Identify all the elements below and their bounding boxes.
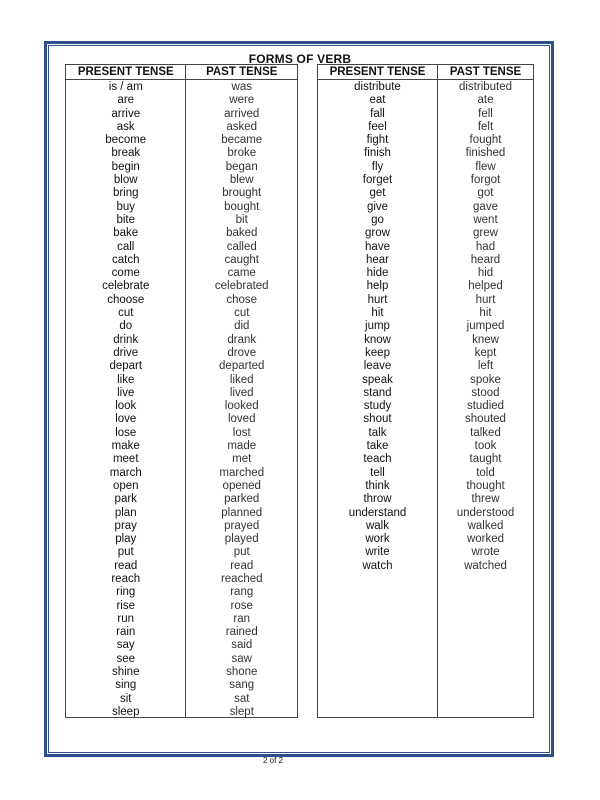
present-tense-cell: cut: [118, 307, 134, 320]
present-tense-cell: hide: [366, 267, 389, 280]
present-tense-column: [66, 65, 185, 717]
present-tense-cell: grow: [365, 227, 390, 240]
past-tense-cell: jumped: [466, 320, 505, 333]
present-tense-cell: park: [114, 493, 137, 506]
past-tense-cell: caught: [224, 253, 259, 266]
present-tense-cell: hurt: [367, 293, 388, 306]
present-tense-cell: leave: [363, 360, 392, 373]
present-tense-cell: forget: [362, 174, 393, 187]
present-tense-cell: fly: [371, 160, 384, 173]
past-tense-cell: drank: [227, 333, 257, 346]
present-tense-cell: give: [366, 200, 389, 213]
present-tense-cell: fight: [366, 134, 389, 147]
past-tense-cell: loved: [227, 413, 256, 426]
past-tense-cell: ate: [477, 94, 494, 107]
present-tense-cell: distribute: [354, 81, 401, 93]
past-tense-cell: worked: [466, 533, 505, 546]
present-tense-cell: put: [117, 546, 134, 559]
past-tense-cell: talked: [470, 426, 501, 439]
past-tense-cell: broke: [227, 147, 257, 160]
past-tense-cell: bit: [235, 213, 248, 226]
present-tense-cell: arrive: [111, 107, 141, 120]
past-tense-cell: felt: [477, 120, 494, 133]
past-tense-header: PAST TENSE: [186, 65, 297, 80]
past-tense-cell: drove: [227, 346, 257, 359]
past-tense-cell: watched: [464, 559, 507, 572]
past-tense-cell: shouted: [465, 413, 506, 426]
present-tense-cell: help: [366, 280, 389, 293]
present-tense-cell: ring: [116, 586, 136, 599]
present-tense-cell: come: [111, 267, 140, 280]
present-tense-cell: call: [117, 240, 135, 253]
past-tense-cell: baked: [226, 227, 258, 240]
present-tense-cell: reach: [111, 572, 141, 585]
present-tense-cell: celebrate: [102, 280, 150, 293]
present-tense-cell: write: [365, 546, 390, 559]
past-tense-cell: rained: [225, 626, 258, 639]
past-tense-cell: went: [473, 213, 498, 226]
present-tense-cell: hear: [365, 253, 390, 266]
past-tense-cell: distributed: [458, 81, 513, 93]
past-tense-cell: finished: [465, 147, 506, 160]
past-tense-cell: shone: [226, 666, 258, 679]
past-tense-cell: liked: [229, 373, 254, 386]
page-number: 2 of 2: [262, 756, 283, 765]
past-tense-cell: played: [224, 533, 259, 546]
present-tense-cell: drink: [113, 333, 139, 346]
present-tense-cell: bite: [116, 213, 136, 226]
present-tense-cell: talk: [368, 426, 387, 439]
past-tense-column: [185, 65, 297, 717]
present-tense-cell: buy: [116, 200, 136, 213]
present-tense-cell: begin: [111, 160, 140, 173]
present-tense-cell: shine: [111, 666, 140, 679]
present-tense-cell: plan: [114, 506, 137, 519]
past-tense-cell: looked: [224, 400, 259, 413]
past-tense-cell: met: [232, 453, 252, 466]
past-tense-cell: marched: [219, 466, 265, 479]
present-tense-cell: speak: [362, 373, 393, 386]
past-tense-cell: kept: [474, 346, 497, 359]
past-tense-cell: parked: [224, 493, 260, 506]
past-tense-cell: forgot: [470, 174, 501, 187]
past-tense-cell: bought: [224, 200, 260, 213]
present-tense-cell: play: [115, 533, 137, 546]
past-tense-cell: cut: [234, 307, 250, 320]
past-tense-cell: gave: [473, 200, 498, 213]
past-tense-cell: rang: [230, 586, 254, 599]
present-tense-cell: watch: [362, 559, 393, 572]
past-tense-cell: called: [226, 240, 257, 253]
past-tense-cell: ran: [233, 612, 251, 625]
past-tense-cell: did: [234, 320, 250, 333]
present-tense-cell: meet: [112, 453, 139, 466]
present-tense-cell: blow: [113, 174, 138, 187]
present-tense-cell: bring: [112, 187, 139, 200]
present-tense-column: [318, 65, 437, 717]
present-tense-cell: get: [369, 187, 386, 200]
past-tense-cell: spoke: [470, 373, 501, 386]
present-tense-cell: hit: [371, 307, 384, 320]
past-tense-cell: read: [230, 559, 254, 572]
past-tense-cell: began: [225, 160, 258, 173]
present-tense-cell: become: [105, 134, 147, 147]
past-tense-cell: asked: [226, 120, 258, 133]
page-title: FORMS OF VERB: [248, 52, 352, 66]
present-tense-cell: choose: [107, 293, 145, 306]
past-tense-cell: told: [476, 466, 495, 479]
present-tense-cell: lose: [115, 426, 137, 439]
present-tense-cell: finish: [364, 147, 391, 160]
present-tense-cell: march: [109, 466, 142, 479]
present-tense-cell: think: [365, 479, 390, 492]
present-tense-cell: sit: [119, 692, 132, 705]
present-tense-cell: jump: [365, 320, 390, 333]
present-tense-cell: catch: [111, 253, 140, 266]
present-tense-cell: pray: [114, 519, 137, 532]
past-tense-cell: planned: [221, 506, 263, 519]
present-tense-cell: keep: [365, 346, 390, 359]
past-tense-cell: blew: [229, 174, 254, 187]
past-tense-cell: was: [231, 81, 252, 93]
present-tense-cell: throw: [363, 493, 392, 506]
present-tense-cell: like: [117, 373, 135, 386]
past-tense-cell: got: [477, 187, 494, 200]
past-tense-cell: brought: [222, 187, 262, 200]
present-tense-cell: break: [111, 147, 141, 160]
present-tense-cell: shout: [363, 413, 392, 426]
present-tense-cell: live: [117, 386, 135, 399]
past-tense-cell: were: [229, 94, 255, 107]
present-tense-cell: are: [117, 94, 135, 107]
present-tense-cell: depart: [109, 360, 143, 373]
past-tense-cell: celebrated: [214, 280, 269, 293]
past-tense-cell: hid: [477, 267, 494, 280]
past-tense-cell: came: [227, 267, 256, 280]
past-tense-cell: became: [221, 134, 263, 147]
past-tense-cell: walked: [467, 519, 504, 532]
present-tense-cell: is / am: [108, 81, 143, 93]
verb-table-right: [317, 64, 534, 718]
present-tense-cell: walk: [365, 519, 389, 532]
present-tense-cell: tell: [370, 466, 385, 479]
past-tense-cell: took: [474, 440, 497, 453]
present-tense-cell: run: [117, 612, 135, 625]
present-tense-cell: see: [116, 652, 136, 665]
past-tense-cell: fought: [469, 134, 502, 147]
past-tense-column: [437, 65, 533, 717]
present-tense-cell: make: [111, 440, 140, 453]
past-tense-cell: reached: [220, 572, 263, 585]
verb-table-left: [65, 64, 298, 718]
present-tense-cell: look: [115, 400, 137, 413]
past-tense-cell: left: [477, 360, 494, 373]
present-tense-cell: rain: [116, 626, 136, 639]
past-tense-cell: arrived: [224, 107, 260, 120]
past-tense-cell: wrote: [471, 546, 500, 559]
present-tense-cell: feel: [368, 120, 387, 133]
present-tense-cell: have: [365, 240, 390, 253]
past-tense-cell: saw: [231, 652, 252, 665]
past-tense-cell: prayed: [224, 519, 260, 532]
past-tense-cell: fell: [478, 107, 493, 120]
present-tense-cell: sleep: [111, 705, 140, 718]
present-tense-cell: know: [364, 333, 391, 346]
past-tense-cell: lost: [232, 426, 251, 439]
past-tense-cell: heard: [470, 253, 501, 266]
present-tense-cell: go: [371, 213, 384, 226]
present-tense-cell: bake: [113, 227, 139, 240]
present-tense-cell: understand: [348, 506, 407, 519]
past-tense-cell: hit: [479, 307, 492, 320]
past-tense-cell: knew: [472, 333, 499, 346]
past-tense-cell: opened: [222, 479, 261, 492]
past-tense-cell: lived: [229, 386, 254, 399]
past-tense-cell: had: [475, 240, 496, 253]
present-tense-cell: study: [363, 400, 392, 413]
past-tense-cell: studied: [466, 400, 505, 413]
present-tense-cell: teach: [363, 453, 392, 466]
present-tense-cell: fall: [370, 107, 385, 120]
present-tense-cell: take: [366, 440, 389, 453]
present-tense-cell: ask: [116, 120, 135, 133]
present-tense-cell: eat: [369, 94, 386, 107]
present-tense-cell: drive: [113, 346, 139, 359]
past-tense-cell: understood: [456, 506, 515, 519]
past-tense-cell: thought: [466, 479, 505, 492]
present-tense-cell: open: [112, 479, 139, 492]
past-tense-cell: put: [233, 546, 250, 559]
past-tense-cell: stood: [471, 386, 500, 399]
past-tense-cell: threw: [471, 493, 500, 506]
past-tense-cell: helped: [468, 280, 503, 293]
present-tense-header: PRESENT TENSE: [66, 65, 185, 80]
past-tense-cell: slept: [229, 705, 254, 718]
past-tense-header: PAST TENSE: [438, 65, 533, 80]
present-tense-cell: work: [365, 533, 390, 546]
present-tense-header: PRESENT TENSE: [318, 65, 437, 80]
present-tense-cell: say: [116, 639, 135, 652]
past-tense-cell: sang: [229, 679, 255, 692]
past-tense-cell: grew: [473, 227, 498, 240]
present-tense-cell: love: [115, 413, 137, 426]
past-tense-cell: made: [227, 440, 257, 453]
present-tense-cell: read: [114, 559, 138, 572]
present-tense-cell: sing: [115, 679, 137, 692]
past-tense-cell: taught: [469, 453, 502, 466]
present-tense-cell: do: [119, 320, 133, 333]
present-tense-cell: stand: [363, 386, 392, 399]
past-tense-cell: said: [231, 639, 253, 652]
past-tense-cell: rose: [230, 599, 253, 612]
past-tense-cell: sat: [234, 692, 250, 705]
past-tense-cell: chose: [226, 293, 258, 306]
present-tense-cell: rise: [116, 599, 135, 612]
past-tense-cell: hurt: [475, 293, 496, 306]
past-tense-cell: departed: [219, 360, 265, 373]
past-tense-cell: flew: [475, 160, 496, 173]
